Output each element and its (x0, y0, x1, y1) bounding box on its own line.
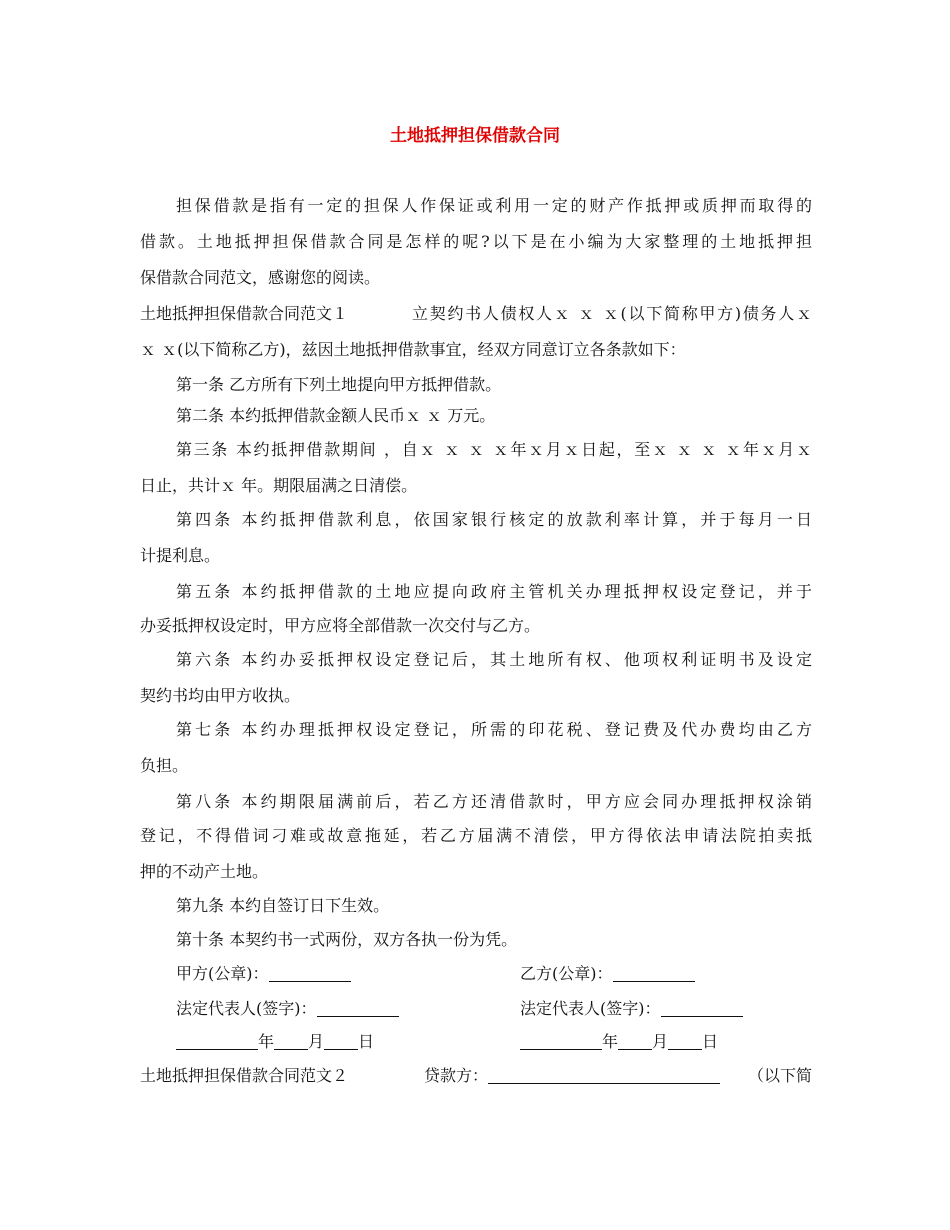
party-b-seal (520, 962, 695, 986)
sample1-heading: 土地抵押担保借款合同范文１ (140, 304, 349, 323)
year-blank (520, 1033, 602, 1050)
year-label: 年 (602, 1032, 619, 1051)
rep-blank (317, 1000, 399, 1017)
article-5: 第五条 本约抵押借款的土地应提向政府主管机关办理抵押权设定登记，并于 (176, 582, 812, 601)
article-8: 第八条 本约期限届满前后，若乙方还清借款时，甲方应会同办理抵押权涂销 (176, 792, 812, 811)
article-4: 第四条 本约抵押借款利息，依国家银行核定的放款利率计算，并于每月一日 (176, 510, 812, 529)
article-8-cont: 登记，不得借词刁难或故意拖延，若乙方届满不清偿，甲方得依法申请法院拍卖抵 (140, 826, 812, 845)
rep-blank (661, 1000, 743, 1017)
sample2-first-line (140, 1064, 812, 1088)
party-a-label: 甲方(公章)： (176, 964, 269, 983)
month-label: 月 (308, 1032, 325, 1051)
party-a-date (176, 1030, 374, 1054)
party-b-label: 乙方(公章)： (520, 964, 613, 983)
intro-line: 借款。土地抵押担保借款合同是怎样的呢?以下是在小编为大家整理的土地抵押担 (140, 232, 812, 251)
article-5-cont: 办妥抵押权设定时，甲方应将全部借款一次交付与乙方。 (140, 616, 541, 635)
party-a-representative (176, 997, 399, 1021)
article-7-cont: 负担。 (140, 756, 189, 775)
sample1-intro-cont: ｘ ｘ(以下简称乙方)，兹因土地抵押借款事宜，经双方同意订立各条款如下： (140, 340, 686, 359)
article-2: 第二条 本约抵押借款金额人民币ｘ ｘ 万元。 (176, 406, 496, 425)
article-4-cont: 计提利息。 (140, 546, 221, 565)
party-a-seal (176, 962, 351, 986)
document-title: 土地抵押担保借款合同 (390, 126, 560, 146)
sample2-heading: 土地抵押担保借款合同范文２ (140, 1066, 349, 1085)
year-blank (176, 1033, 258, 1050)
party-b-date (520, 1030, 718, 1054)
intro-line: 担保借款是指有一定的担保人作保证或利用一定的财产作抵押或质押而取得的 (176, 196, 812, 215)
day-label: 日 (702, 1032, 719, 1051)
rep-label: 法定代表人(签字)： (520, 999, 661, 1018)
article-10: 第十条 本契约书一式两份，双方各执一份为凭。 (176, 930, 518, 949)
article-8-cont: 押的不动产土地。 (140, 862, 269, 881)
article-7: 第七条 本约办理抵押权设定登记，所需的印花税、登记费及代办费均由乙方 (176, 720, 812, 739)
article-3: 第三条 本约抵押借款期间 ，自ｘ ｘ ｘ ｘ年ｘ月ｘ日起，至ｘ ｘ ｘ ｘ年ｘ月ｘ (176, 440, 812, 459)
rep-label: 法定代表人(签字)： (176, 999, 317, 1018)
month-blank (274, 1033, 308, 1050)
day-label: 日 (358, 1032, 375, 1051)
article-1: 第一条 乙方所有下列土地提向甲方抵押借款。 (176, 375, 502, 394)
party-b-blank (613, 965, 695, 982)
article-3-cont: 日止，共计ｘ 年。期限届满之日清偿。 (140, 476, 418, 495)
article-6: 第六条 本约办妥抵押权设定登记后，其土地所有权、他项权利证明书及设定 (176, 650, 812, 669)
year-label: 年 (258, 1032, 275, 1051)
party-b-representative (520, 997, 743, 1021)
lender-label: 贷款方： (424, 1066, 489, 1085)
month-label: 月 (652, 1032, 669, 1051)
party-a-blank (269, 965, 351, 982)
article-9: 第九条 本约自签订日下生效。 (176, 896, 390, 915)
sample1-first-line (140, 302, 812, 326)
sample2-lender (424, 1064, 720, 1088)
day-blank (668, 1033, 702, 1050)
day-blank (324, 1033, 358, 1050)
intro-line: 保借款合同范文，感谢您的阅读。 (140, 268, 381, 287)
lender-blank (488, 1067, 720, 1084)
sample1-intro: 立契约书人债权人ｘ ｘ ｘ(以下简称甲方)债务人ｘ (412, 304, 812, 323)
sample2-tail: （以下简 (747, 1066, 812, 1085)
article-6-cont: 契约书均由甲方收执。 (140, 686, 301, 705)
month-blank (618, 1033, 652, 1050)
